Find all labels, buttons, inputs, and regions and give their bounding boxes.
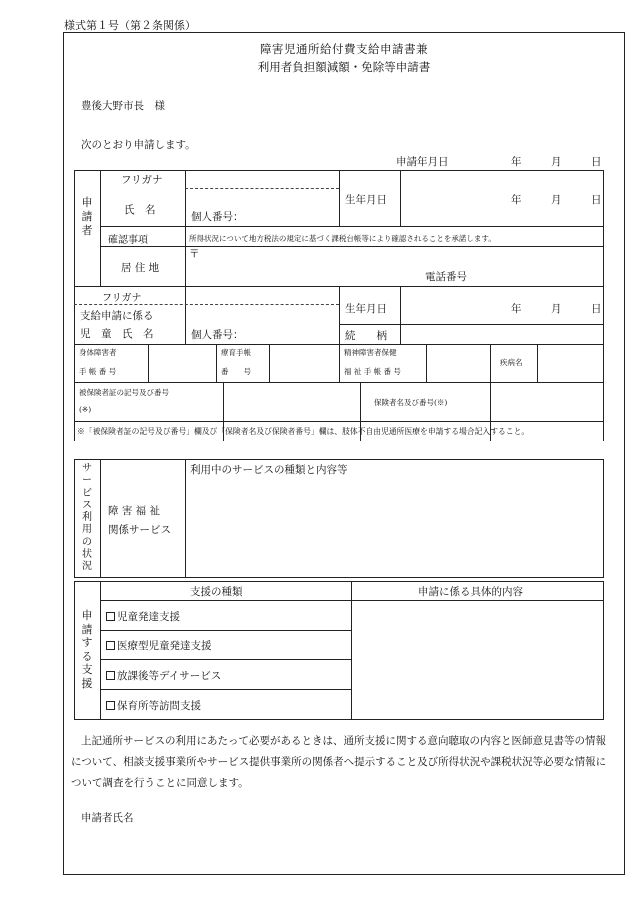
applicant-furigana-label: フリガナ [121,174,163,186]
phone-label: 電話番号 [425,271,467,283]
child-birth-year: 年 [511,303,522,315]
support-section-label: 申 請 す る 支 援 [81,609,93,690]
support-item-nursery-visit-support[interactable]: 保育所等訪問支援 [106,698,201,713]
disease-label: 疾病名 [500,358,523,367]
application-form [63,32,625,875]
checkbox[interactable] [106,612,115,621]
physical-cert-label-2: 手 帳 番 号 [79,367,117,376]
application-date-year: 年 [511,156,522,168]
child-birth-day: 日 [591,303,602,315]
applicant-birth-day: 日 [591,194,602,206]
form-title-line1: 障害児通所給付費支給申請書兼 [260,42,428,56]
child-birth-label: 生年月日 [345,303,387,315]
checkbox[interactable] [106,701,115,710]
child-name-label-2: 児 童 氏 名 [80,328,154,340]
child-name-label-1: 支給申請に係る [80,310,154,322]
child-birth-month: 月 [551,303,562,315]
confirm-label: 確認事項 [108,235,148,246]
applicant-section-label: 申 請 者 [81,196,93,237]
form-number: 様式第１号（第２条関係） [64,19,196,32]
welfare-service-label-2: 関係サービス [108,524,171,536]
insurance-number-label-2: (※) [79,405,92,414]
address-label: 居 住 地 [121,262,160,274]
applicant-birth-month: 月 [551,194,562,206]
child-furigana-label: フリガナ [102,293,142,304]
applicant-name-label: 氏 名 [124,204,156,216]
postal-mark: 〒 [189,248,200,260]
applicant-birth-label: 生年月日 [345,194,387,206]
intro-text: 次のとおり申請します。 [81,139,196,151]
child-personal-number-label: 個人番号： [191,329,244,341]
support-type-header: 支援の種類 [190,586,243,598]
note-text: ※「被保険者証の記号及び番号」欄及び「保険者名及び保険者番号」欄は、肢体不自由児通所医療を申請する場合記入すること。 [77,427,530,436]
consent-text: 上記通所サービスの利用にあたって必要があるときは、通所支援に関する意向聴取の内容と医師意見書等の情報について、相談支援事業所やサービス提供事業所の関係者へ提示すること及び所得状況や課税状況等必要な情報について調査を行うことに同意します。 [71,735,607,789]
confirm-text: 所得状況について地方税法の規定に基づく課税台帳等により確認されることを承諾します。 [189,234,496,243]
physical-cert-label-1: 身体障害者 [79,348,117,357]
form-title-line2: 利用者負担額減額・免除等申請書 [257,60,431,74]
applicant-personal-number-label: 個人番号： [191,211,244,223]
rehab-cert-label-1: 療育手帳 [221,348,251,357]
rehab-cert-label-2: 番 号 [221,367,251,376]
applicant-birth-year: 年 [511,194,522,206]
support-item-medical-child-development[interactable]: 医療型児童発達支援 [106,638,212,653]
checkbox[interactable] [106,671,115,680]
mental-cert-label-2: 福 祉 手 帳 番 号 [344,367,401,376]
support-content-header: 申請に係る具体的内容 [418,586,523,598]
insurance-number-label-1: 被保険者証の記号及び番号 [79,388,169,397]
welfare-service-label-1: 障 害 福 祉 [108,505,161,517]
relation-label: 続 柄 [345,330,387,342]
checkbox[interactable] [106,641,115,650]
application-date-month: 月 [551,156,562,168]
support-item-after-school-day-service[interactable]: 放課後等デイサービス [106,668,221,683]
application-date-day: 日 [591,156,602,168]
insurer-label: 保険者名及び番号(※) [374,398,448,407]
application-date-label: 申請年月日 [396,156,449,168]
addressee: 豊後大野市長 様 [81,100,165,112]
service-content-label: 利用中のサービスの種類と内容等 [190,464,348,476]
mental-cert-label-1: 精神障害者保健 [344,348,397,357]
service-status-section-label: サ ー ビ ス 利 用 の 状 況 [82,463,92,573]
signature-label: 申請者氏名 [81,812,134,824]
support-item-child-development[interactable]: 児童発達支援 [106,609,180,624]
